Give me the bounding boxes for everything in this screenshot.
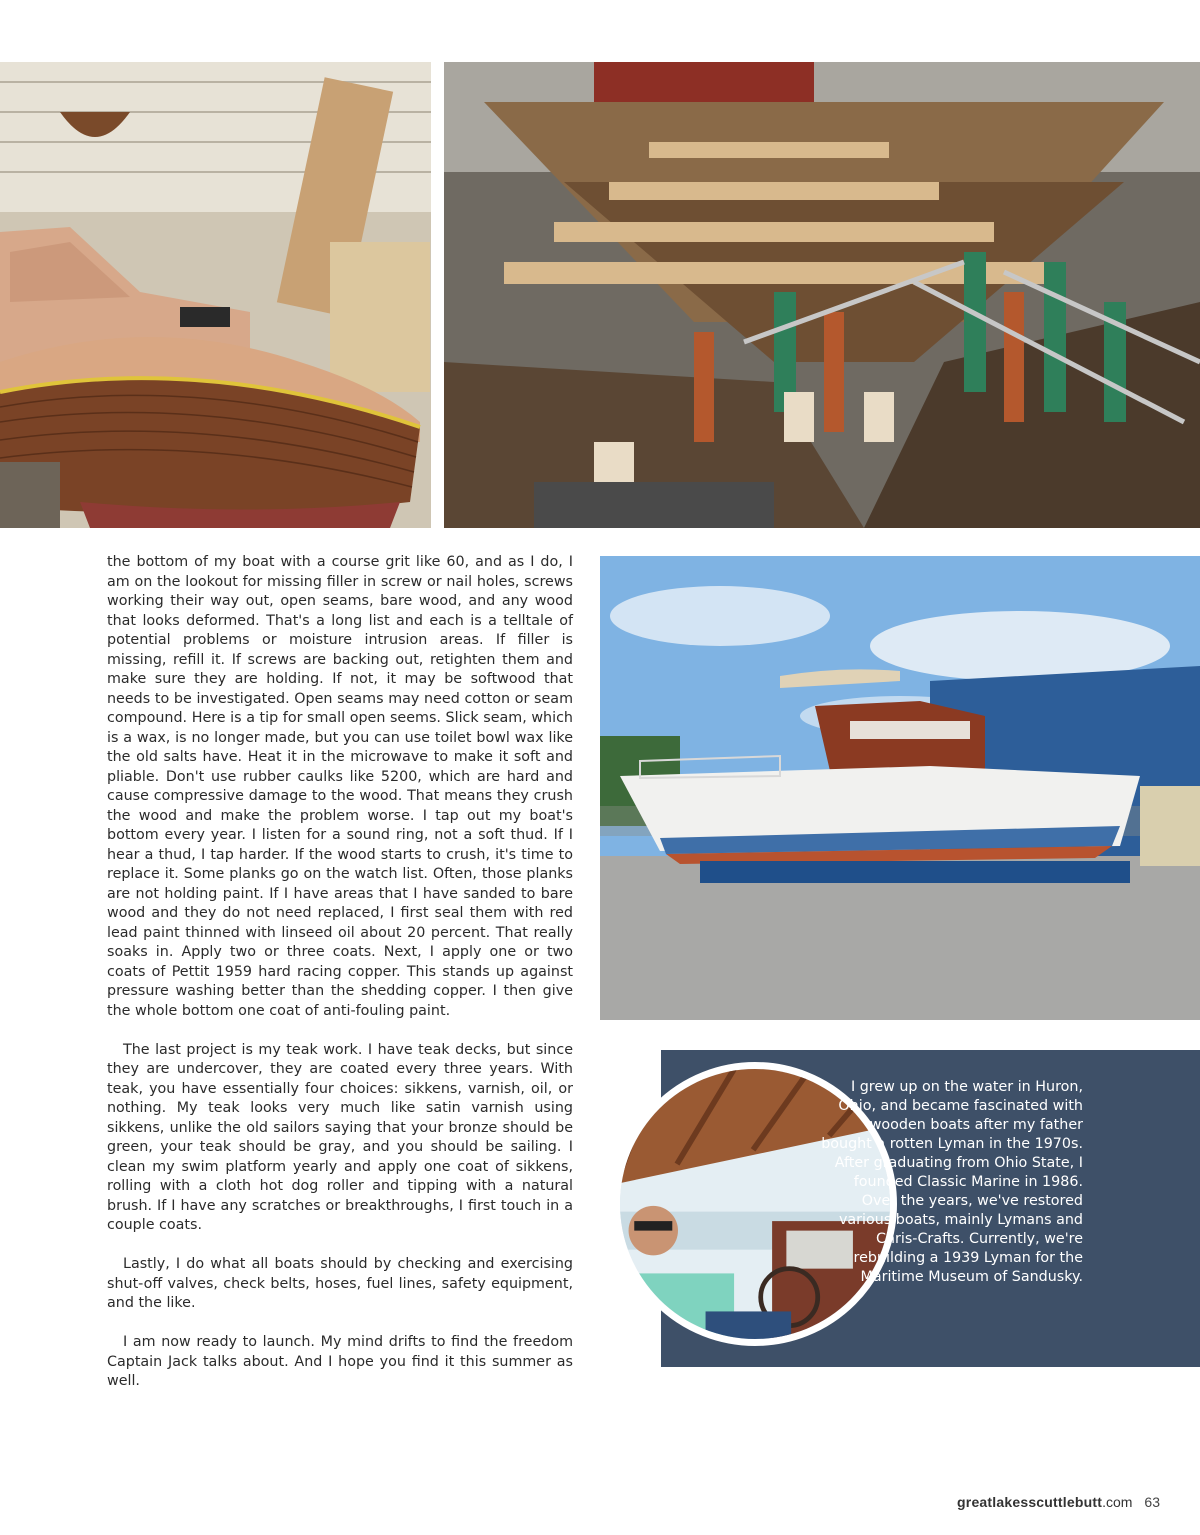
page-number: 63 — [1144, 1494, 1160, 1510]
boat-hull-photo — [0, 62, 431, 528]
footer-site-name: greatlakesscuttlebutt — [957, 1494, 1103, 1510]
author-bio-text: I grew up on the water in Huron, Ohio, and became fascinated with wooden boats after my father bought a rotten Lyman in the 1970s. After graduating from Ohio State, I founded Classic Marine in 1986. Over the years, we've restored various boats, mainly Lymans and Chris-Crafts. Currently, we're rebuilding a 1939 Lyman for the Maritime Museum of Sandusky. — [821, 1079, 1083, 1285]
article-paragraph: the bottom of my boat with a course grit like 60, and as I do, I am on the lookout for missing filler in screw or nail holes, screws working their way out, open seams, bare wood, and any wood that looks deformed. That's a long list and each is a telltale of potential problems or moisture intrusion areas. If filler is missing, refill it. If screws are backing out, retighten them and make sure they are holding. If not, it may be softwood that needs to be investigated. Open seams may need cotton or seam compound. Here is a tip for small open seems. Slick seam, which is a wax, is no longer made, but you can use toilet bowl wax like the old salts have. Heat it in the microwave to make it soft and pliable. Don't use rubber caulks like 5200, which are hard and cause compressive damage to the wood. That means they crush the wood and make the problem worse. I tap out my boat's bottom every year. I listen for a sound ring, not a soft thud. If I hear a thud, I tap harder. If the wood starts to crush, it's time to replace it. Some planks go on the watch list. Often, those planks are not holding paint. If I have areas that I have sanded to bare wood and they do not need replaced, I first seal them with red lead paint thinned with linseed oil about 20 percent. That really soaks in. Apply two or three coats. Next, I apply one or two coats of Pettit 1959 hard racing copper. This stands up against pressure washing better than the shedding copper. I then give the whole bottom one coat of anti-fouling paint. — [107, 554, 573, 1019]
article-body — [107, 553, 573, 1411]
clamped-hull-photo — [444, 62, 1200, 528]
article-paragraph: The last project is my teak work. I have teak decks, but since they are undercover, they are coated every three years. With teak, you have essentially four choices: sikkens, varnish, oil, or nothing. My teak looks very much like satin varnish using sikkens, unlike the old sailors saying that your bronze should be green, your teak should be gray, and you should be sailing. I clean my swim platform yearly and apply one coat of sikkens, rolling with a cloth hot dog roller and tipping with a natural brush. If I have any scratches or breakthroughs, I first touch in a couple coats. — [107, 1041, 573, 1233]
cabin-cruiser-photo — [600, 556, 1200, 1020]
footer-site-tld: .com — [1102, 1494, 1133, 1510]
page-footer — [957, 1494, 1160, 1510]
article-paragraph: I am now ready to launch. My mind drifts to find the freedom Captain Jack talks about. And I hope you find it this summer as well. — [107, 1334, 573, 1389]
article-paragraph: Lastly, I do what all boats should by checking and exercising shut-off valves, check belts, hoses, fuel lines, safety equipment, and the like. — [107, 1256, 573, 1311]
